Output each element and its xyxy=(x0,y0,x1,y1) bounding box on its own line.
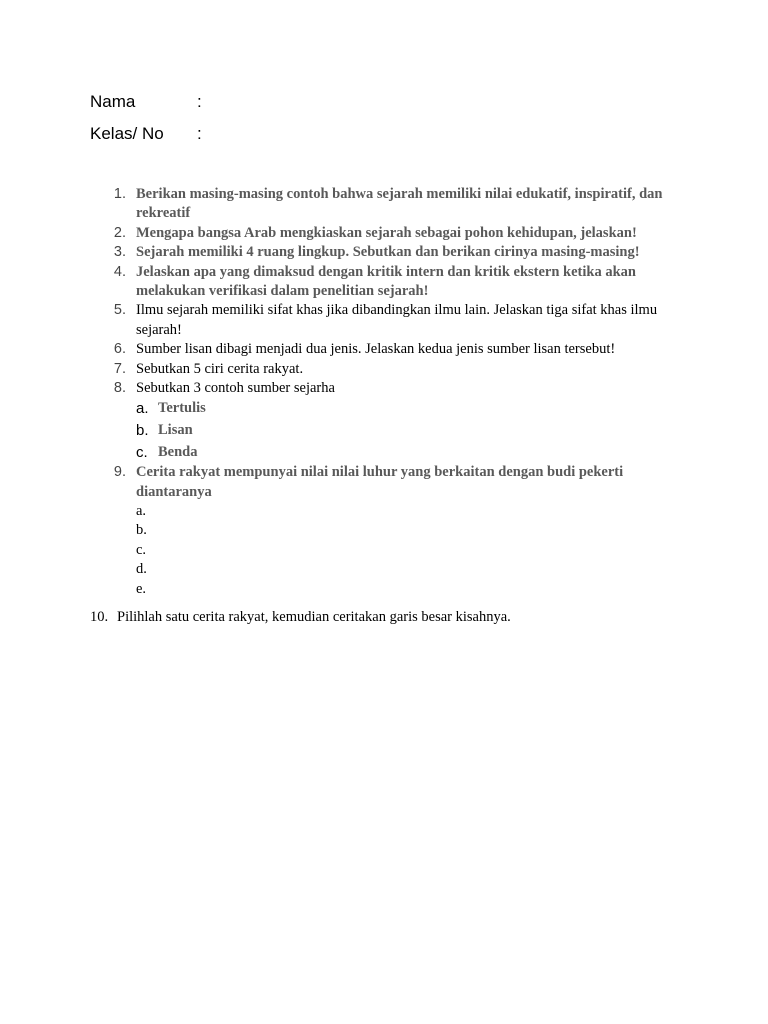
answer-letter: b. xyxy=(136,422,149,440)
question-text: Pilihlah satu cerita rakyat, kemudian ceritakan garis besar kisahnya. xyxy=(117,609,511,625)
question-3 xyxy=(0,243,768,262)
question-text: Sebutkan 5 ciri cerita rakyat. xyxy=(136,360,304,377)
blank-answer-line: c. xyxy=(136,541,147,558)
answer-text: Lisan xyxy=(158,422,193,439)
answer-item xyxy=(0,442,768,464)
question-text: Ilmu sejarah memiliki sifat khas jika dibandingkan ilmu lain. Jelaskan tiga sifat khas ilmu sejarah! xyxy=(136,302,658,338)
class-field xyxy=(90,124,202,144)
question-8 xyxy=(0,379,768,398)
question-text: Sebutkan 3 contoh sumber sejarha xyxy=(136,380,335,397)
question-text: Cerita rakyat mempunyai nilai nilai luhur yang berkaitan dengan budi pekerti diantaranya xyxy=(136,464,624,500)
answer-item xyxy=(0,420,768,442)
question-text: Sejarah memiliki 4 ruang lingkup. Sebutkan dan berikan cirinya masing-masing! xyxy=(136,244,640,261)
answer-text: Tertulis xyxy=(158,400,206,417)
question-number: 2. xyxy=(113,224,126,241)
name-colon: : xyxy=(197,92,202,111)
answer-item xyxy=(0,398,768,420)
answer-letter: a. xyxy=(136,400,149,418)
question-number: 8. xyxy=(113,380,126,397)
question-text: Mengapa bangsa Arab mengkiaskan sejarah sebagai pohon kehidupan, jelaskan! xyxy=(136,224,637,241)
question-6 xyxy=(0,340,768,359)
question-number: 1. xyxy=(113,186,126,202)
question-number: 10. xyxy=(90,609,109,625)
question-2 xyxy=(0,224,768,243)
question-number: 7. xyxy=(113,360,126,377)
question-text: Berikan masing-masing contoh bahwa sejarah memiliki nilai edukatif, inspiratif, dan rekreatif xyxy=(136,186,663,222)
name-label: Nama xyxy=(90,92,136,111)
question-number: 3. xyxy=(113,244,126,261)
class-colon: : xyxy=(197,124,202,143)
question-1 xyxy=(0,185,768,224)
class-label: Kelas/ No xyxy=(90,124,164,143)
name-field xyxy=(90,92,202,112)
blank-answer-line: a. xyxy=(136,503,147,520)
answer-text: Benda xyxy=(158,443,198,460)
question-list xyxy=(0,185,768,599)
question-5 xyxy=(0,301,768,340)
question-7 xyxy=(0,360,768,379)
question-number: 5. xyxy=(113,302,126,319)
question-text: Jelaskan apa yang dimaksud dengan kritik intern dan kritik ekstern ketika akan melakukan verifikasi dalam penelitian sejarah! xyxy=(136,263,636,300)
blank-answer-line: d. xyxy=(136,561,147,578)
question-number: 4. xyxy=(113,263,126,280)
question-9 xyxy=(0,463,768,502)
answer-letter: c. xyxy=(136,443,148,461)
question-text: Sumber lisan dibagi menjadi dua jenis. Jelaskan kedua jenis sumber lisan tersebut! xyxy=(136,341,616,358)
question-number: 6. xyxy=(113,341,126,358)
blank-answer-line: b. xyxy=(136,522,147,539)
question-number: 9. xyxy=(113,464,126,481)
question-4 xyxy=(0,263,768,302)
blank-answer-line: e. xyxy=(136,580,147,597)
question-10 xyxy=(90,609,511,626)
